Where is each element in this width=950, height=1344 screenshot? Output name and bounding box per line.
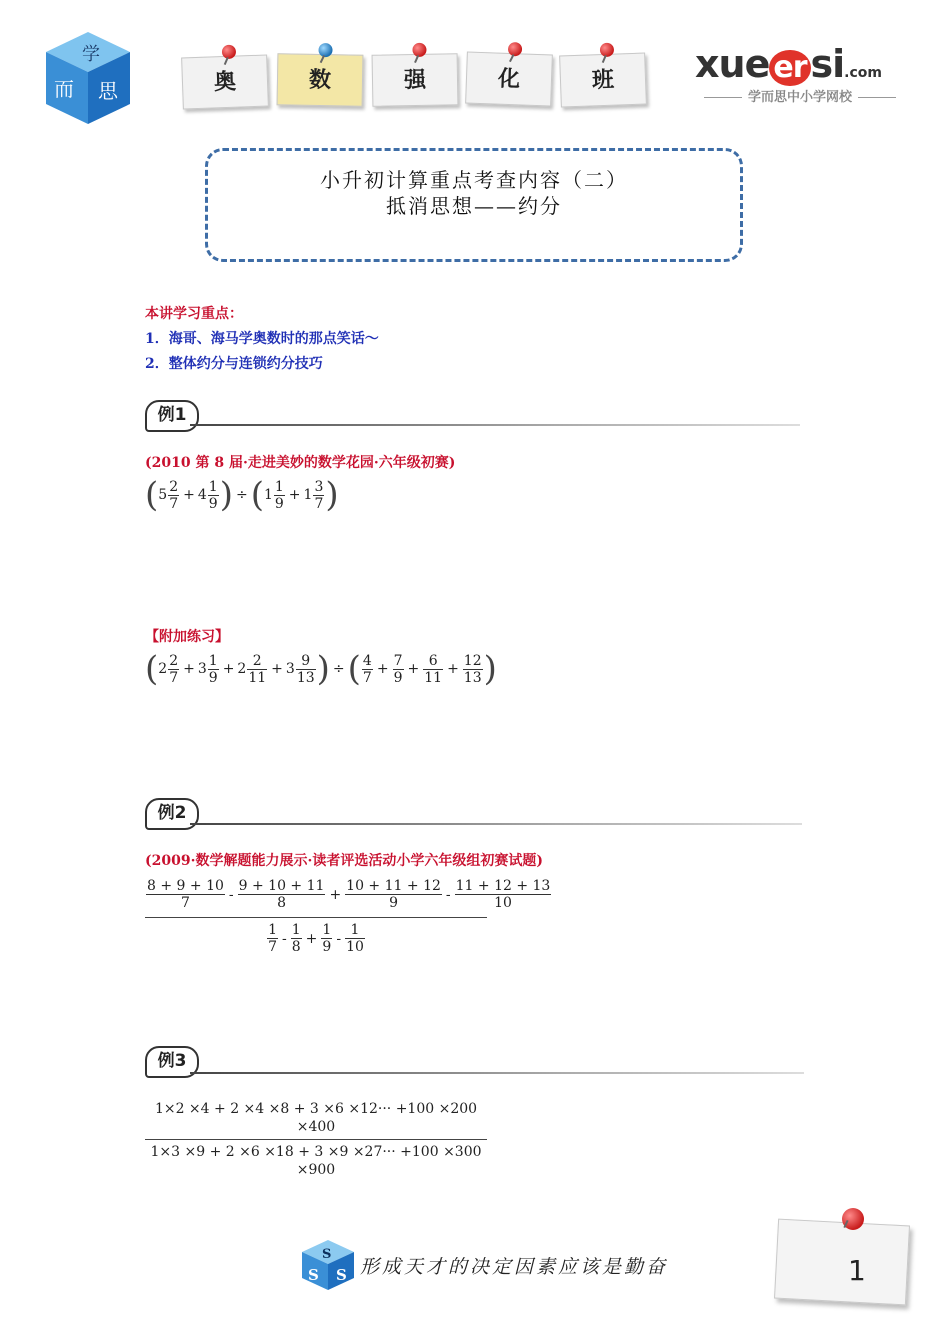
logo-letter: S (322, 1247, 332, 1262)
numerator: 1×2 ×4 + 2 ×4 ×8 + 3 ×6 ×12··· +100 ×200 ×400 (154, 1101, 478, 1135)
denominator: 9 (393, 669, 403, 686)
numerator: 1 (268, 922, 278, 938)
extra-left-terms (158, 653, 316, 686)
numerator: 4 (362, 652, 372, 669)
left-paren: ( (145, 649, 159, 689)
sss-cube-logo-icon (300, 1238, 356, 1292)
logo-char-er: 而 (54, 77, 74, 101)
red-pin-icon (842, 1208, 864, 1230)
denominator: 9 (274, 495, 284, 512)
right-paren: ) (219, 475, 233, 515)
page-title: 小升初计算重点考查内容（二） (320, 168, 628, 192)
denominator: 9 (389, 895, 398, 911)
numerator: 10 + 11 + 12 (346, 878, 441, 894)
operator: - (228, 886, 234, 903)
fraction (146, 878, 225, 911)
numerator: 1 (274, 478, 284, 495)
operator: - (336, 930, 342, 947)
denominator: 9 (208, 669, 218, 686)
tab-label: 班 (591, 67, 615, 94)
whole-number: 5 (158, 487, 168, 503)
fraction (423, 653, 443, 686)
logo-char-xue: 学 (82, 44, 100, 65)
complex-fraction-denominator (145, 922, 487, 955)
example-3-expression (145, 1100, 487, 1179)
example-2-badge: 例2 (145, 798, 199, 830)
complex-fraction-numerator (145, 878, 551, 911)
numerator: 1 (291, 922, 301, 938)
numerator: 7 (393, 652, 403, 669)
denominator: 1×3 ×9 + 2 ×6 ×18 + 3 ×9 ×27··· +100 ×300 ×900 (150, 1144, 482, 1178)
fraction-bar (145, 917, 487, 918)
example-divider (190, 424, 800, 426)
brand-logo (695, 42, 882, 86)
example-2-expression (145, 878, 551, 955)
footer-slogan: 形成天才的决定因素应该是勤奋 (360, 1256, 669, 1278)
extra-right-terms (361, 653, 484, 686)
example-divider (190, 1072, 804, 1074)
fraction (168, 653, 179, 686)
whole-number: 1 (263, 487, 273, 503)
right-paren: ) (483, 649, 497, 689)
brand-part: si (810, 42, 845, 86)
fraction (247, 653, 267, 686)
tab-label: 数 (308, 67, 332, 94)
fraction (238, 878, 326, 911)
operator: + (407, 661, 420, 677)
example-1-badge: 例1 (145, 400, 199, 432)
red-pin-icon (508, 42, 522, 56)
logo-letter: S (336, 1266, 347, 1284)
denominator: 10 (494, 895, 512, 911)
blue-pin-icon (318, 43, 332, 57)
fraction (345, 878, 442, 911)
logo-char-si: 思 (98, 79, 118, 103)
whole-number: 4 (197, 487, 207, 503)
tab-label: 强 (403, 67, 427, 94)
numerator: 11 + 12 + 13 (455, 878, 551, 894)
fraction-bar (145, 1139, 487, 1140)
operator: + (183, 487, 195, 503)
fraction (313, 479, 324, 512)
red-pin-icon (222, 45, 236, 59)
example-3-badge: 例3 (145, 1046, 199, 1078)
denominator: 7 (268, 939, 278, 955)
fraction (463, 653, 483, 686)
tab-qiang (372, 53, 459, 106)
tab-ban (559, 53, 647, 108)
operator: ÷ (235, 487, 248, 503)
page-subtitle: 抵消思想——约分 (386, 194, 562, 218)
numerator: 2 (169, 478, 179, 495)
operator: + (305, 930, 318, 947)
denominator: 7 (169, 669, 179, 686)
brand-domain: .com (844, 65, 882, 81)
extra-practice-expression (145, 649, 497, 689)
denominator: 7 (180, 895, 190, 911)
whole-number: 2 (158, 661, 168, 677)
example-2-source: (2009·数学解题能力展示·读者评选活动小学六年级组初赛试题) (145, 853, 543, 869)
denominator: 7 (169, 495, 179, 512)
whole-number: 3 (197, 661, 207, 677)
fraction (267, 922, 278, 955)
numerator: 1 (322, 922, 332, 938)
fraction (274, 479, 285, 512)
red-pin-icon (600, 43, 614, 57)
whole-number: 2 (237, 661, 247, 677)
right-paren: ) (325, 475, 339, 515)
example-1-expression (145, 475, 339, 515)
operator: + (376, 661, 389, 677)
operator: - (282, 930, 287, 947)
numerator: 8 + 9 + 10 (147, 878, 224, 894)
denominator: 7 (314, 495, 324, 512)
operator: + (222, 661, 235, 677)
brand-er-badge: er (769, 50, 810, 86)
left-paren: ( (347, 649, 361, 689)
example-divider (190, 823, 802, 825)
fraction (345, 922, 365, 955)
denominator: 9 (322, 939, 332, 955)
focus-item: 2．整体约分与连锁约分技巧 (145, 356, 323, 372)
operator: - (445, 886, 451, 903)
denominator: 13 (296, 669, 315, 686)
whole-number: 3 (285, 661, 295, 677)
left-paren: ( (250, 475, 264, 515)
fraction (455, 878, 552, 911)
numerator: 6 (423, 653, 443, 670)
denominator: 10 (346, 939, 364, 955)
whole-number: 1 (303, 487, 313, 503)
tab-shu (277, 53, 364, 106)
example-1-source: (2010 第 8 届·走进美妙的数学花园·六年级初赛) (145, 455, 456, 471)
tab-label: 化 (497, 66, 521, 93)
fraction (291, 922, 302, 955)
focus-item: 1．海哥、海马学奥数时的那点笑话～ (145, 331, 379, 347)
logo-letter: S (308, 1266, 319, 1284)
extra-practice-label: 【附加练习】 (145, 629, 229, 645)
denominator: 13 (463, 669, 482, 686)
operator: + (183, 661, 195, 677)
denominator: 9 (208, 495, 218, 512)
fraction (208, 653, 219, 686)
fraction (296, 653, 316, 686)
numerator: 12 (463, 652, 482, 669)
operator: + (288, 487, 301, 503)
operator: + (271, 661, 283, 677)
fraction (168, 479, 179, 512)
left-paren: ( (145, 475, 159, 515)
denominator: 7 (362, 669, 372, 686)
brand-subtitle: 学而思中小学网校 (682, 86, 918, 105)
tab-hua (465, 52, 553, 107)
fraction (362, 653, 373, 686)
denominator: 11 (424, 669, 443, 686)
denominator: 8 (291, 939, 301, 955)
tab-ao (181, 55, 269, 110)
denominator: 8 (277, 895, 286, 911)
page-number: 1 (848, 1254, 866, 1287)
right-paren: ) (316, 649, 330, 689)
denominator: 11 (248, 669, 267, 686)
fraction (321, 922, 332, 955)
numerator: 2 (247, 653, 267, 670)
numerator: 2 (169, 652, 179, 669)
numerator: 3 (314, 478, 324, 495)
numerator: 1 (345, 922, 365, 939)
operator: ÷ (332, 661, 345, 677)
fraction (208, 479, 219, 512)
xueersi-cube-logo-icon (42, 28, 134, 128)
page-number-note (774, 1219, 910, 1306)
numerator: 9 (296, 653, 316, 670)
numerator: 1 (208, 652, 218, 669)
numerator: 1 (208, 478, 218, 495)
numerator: 9 + 10 + 11 (238, 878, 325, 894)
focus-heading: 本讲学习重点： (145, 306, 243, 322)
red-pin-icon (412, 43, 426, 57)
tab-label: 奥 (213, 69, 237, 96)
fraction (393, 653, 404, 686)
operator: + (329, 886, 342, 903)
brand-part: xue (695, 42, 770, 86)
operator: + (447, 661, 459, 677)
